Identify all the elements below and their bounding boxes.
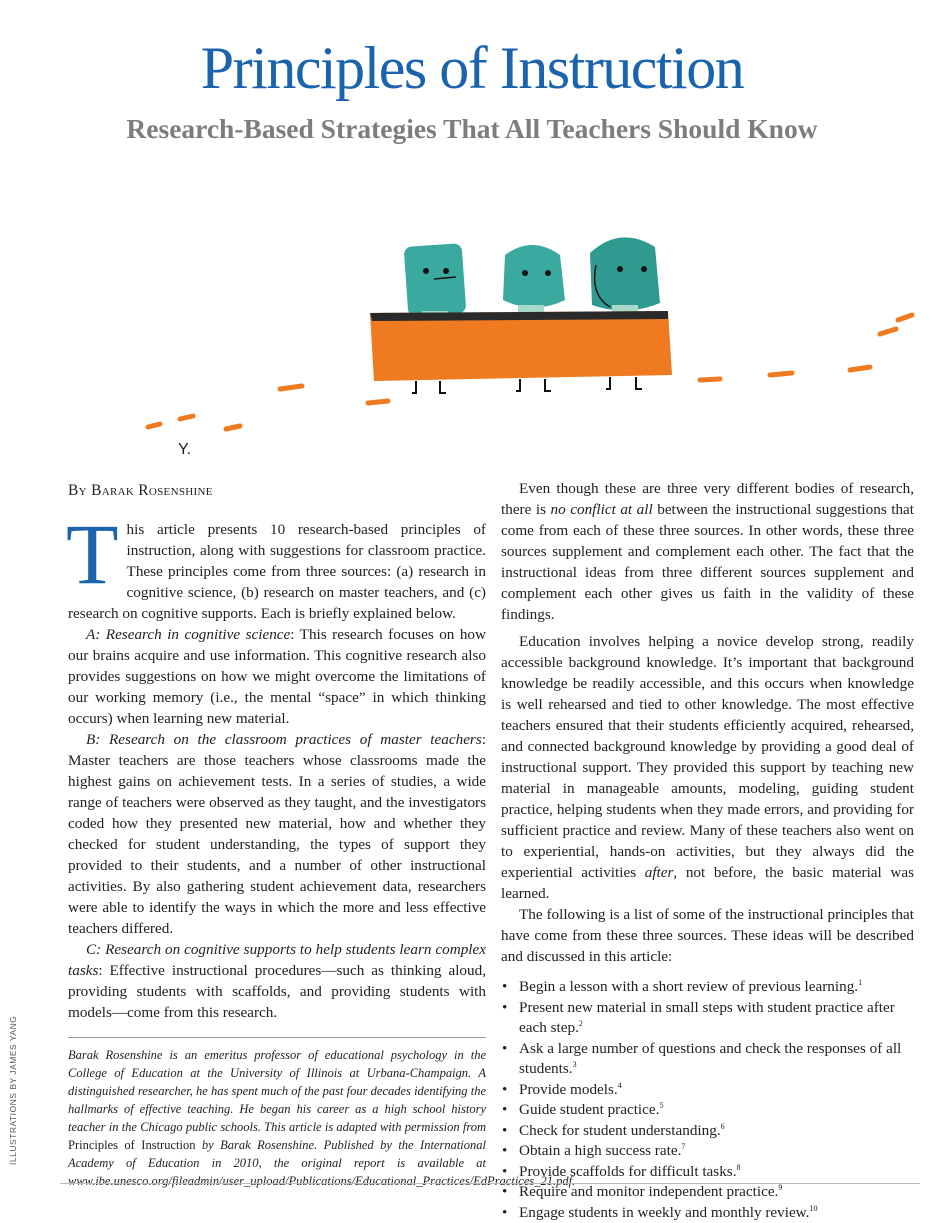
p1-emphasis: no conflict at all — [551, 501, 653, 518]
figure-middle — [503, 245, 565, 323]
bio-book-title: Principles of Instruction — [68, 1138, 195, 1152]
intro-text: his article presents 10 research-based principles of instruction, along with suggestions for classroom practice. These principles come from three sources: (a) research in cognitive science, (b) research on master teachers, and (c) research on cognitive supports. Each is briefly explained below. — [68, 521, 486, 622]
list-item: • Obtain a high success rate.$^7$ — [519, 1141, 914, 1162]
paragraph-3: The following is a list of some of the instructional principles that have come from these three sources. These ideas will be described and discussed in this article: — [501, 904, 914, 967]
paragraph-a-label: A: Research in cognitive science — [86, 626, 290, 643]
bio-text-1: Barak Rosenshine is an emeritus professor of educational psychology in the College of Education at the University of Illinois at Urbana-Champaign. A distinguished researcher, he has spent much of the past four decades identifying the hallmarks of effective teaching. He began his career as a high school history teacher in the Chicago public schools. This article is adapted with permission from — [68, 1048, 486, 1134]
list-item: • Check for student understanding.$^6$ — [519, 1121, 914, 1142]
paragraph-a — [68, 624, 486, 729]
paragraph-c-text: : Effective instructional procedures—such as thinking aloud, providing students with scaffolds, and providing students with models—come from this research. — [68, 962, 486, 1021]
orange-box — [370, 311, 672, 381]
page-title: Principles of Instruction — [0, 38, 944, 98]
list-item: • Begin a lesson with a short review of previous learning.$^1$ — [519, 977, 914, 998]
right-column — [501, 478, 914, 1223]
list-item: • Engage students in weekly and monthly review.$^{10}$ — [519, 1203, 914, 1223]
paragraph-2 — [501, 631, 914, 904]
p1-text-b: between the instructional suggestions that come from each of these three sources. In other words, these three sources supplement and complement each other. The fact that the instructional ideas from three different sources supplement and complement each other gives us faith in the validity of these findings. — [501, 501, 914, 623]
author-bio — [68, 1037, 486, 1190]
list-item: • Guide student practice.$^5$ — [519, 1100, 914, 1121]
paragraph-b-text: : Master teachers are those teachers whose classrooms made the highest gains on achievement tests. In a series of studies, a wide range of teachers were observed as they taught, and the investigators coded how they presented new material, how and whether they checked for student understanding, the types of support they provided to their students, and a number of other instructional activities. By also gathering student achievement data, researchers were able to identify the ways in which the more and less effective teachers differed. — [68, 731, 486, 937]
list-item: • Present new material in small steps with student practice after each step.$^2$ — [519, 998, 914, 1039]
p2-text-b: , not before, the basic material was learned. — [501, 864, 914, 902]
byline — [68, 480, 486, 501]
byline-author: Barak Rosenshine — [91, 482, 213, 499]
page-subtitle: Research-Based Strategies That All Teachers Should Know — [0, 115, 944, 143]
p2-text-a: Education involves helping a novice develop strong, readily accessible background knowledge. It’s important that background knowledge be readily accessible, and this occurs when knowledge is well rehearsed and tied to other knowledge. The most effective teachers ensured that their students efficiently acquired, rehearsed, and connected background knowledge by providing a good deal of instructional support. They provided this support by teaching new material in manageable amounts, modeling, guiding student practice, helping students when they made errors, and providing for sufficient practice and review. Many of these teachers also went on to experiential, hands-on activities, but they always did the experiential activities — [501, 633, 914, 881]
illustration — [120, 205, 920, 465]
illustration-credit: ILLUSTRATIONS BY JAMES YANG — [8, 905, 18, 1165]
list-item: • Ask a large number of questions and check the responses of all students.$^3$ — [519, 1039, 914, 1080]
list-item: • Provide scaffolds for difficult tasks.$^8$ — [519, 1162, 914, 1183]
paragraph-1 — [501, 478, 914, 625]
byline-prefix: By — [68, 482, 87, 499]
drop-cap: T — [66, 521, 119, 587]
list-item: • Require and monitor independent practice.$^9$ — [519, 1182, 914, 1203]
bottom-rule — [60, 1183, 920, 1184]
list-item: • Provide models.$^4$ — [519, 1080, 914, 1101]
principles-list — [501, 977, 914, 1223]
paragraph-b — [68, 729, 486, 939]
p1-text-a: Even though these are three very different bodies of research, there is — [501, 480, 914, 518]
paragraph-c — [68, 939, 486, 1023]
paragraph-a-text: : This research focuses on how our brains acquire and use information. This cognitive research also provides suggestions on how we might overcome the limitations of our working memory (i.e., the mental “space” in which thinking occurs) when learning new material. — [68, 626, 486, 727]
intro-paragraph — [68, 519, 486, 624]
paragraph-c-label: C: Research on cognitive supports to help students learn complex tasks — [68, 941, 486, 979]
bio-text-2: by Barak Rosenshine. Published by the International Academy of Education in 2010, the original report is available at www.ibe.unesco.org/fileadmin/user_upload/Publications/Educational_Practices/EdPractices_21.pdf. — [68, 1138, 575, 1188]
p2-emphasis: after — [645, 864, 674, 881]
figure-right — [590, 237, 660, 321]
left-column — [68, 480, 486, 1190]
paragraph-b-label: B: Research on the classroom practices of master teachers — [86, 731, 482, 748]
artist-signature: Y. — [178, 441, 191, 458]
